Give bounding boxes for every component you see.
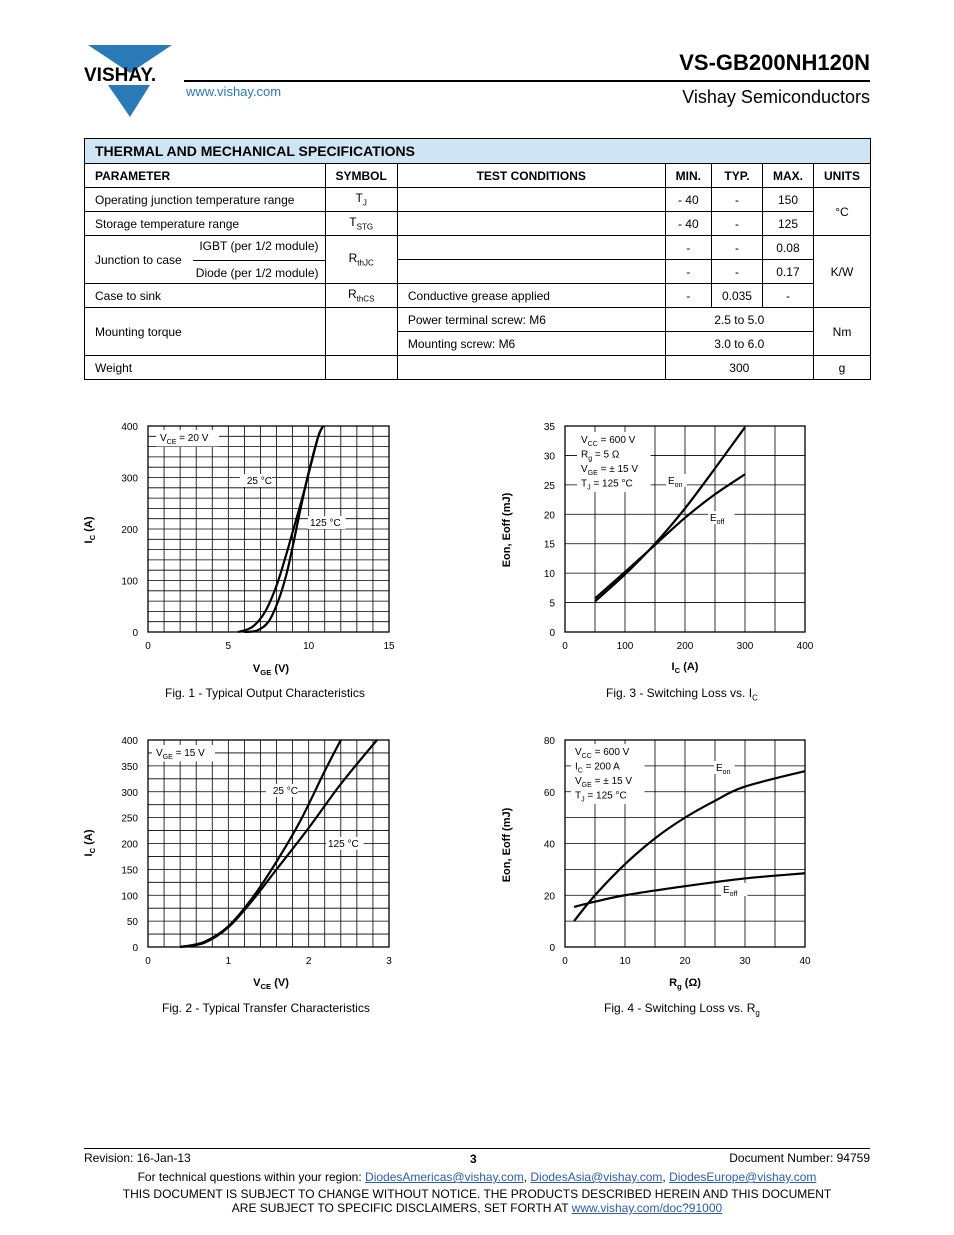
- email-europe-link[interactable]: DiodesEurope@vishay.com: [669, 1170, 817, 1184]
- y-tick-label: 300: [121, 473, 138, 485]
- conditions-box: [571, 744, 645, 804]
- fig2-caption: Fig. 2 - Typical Transfer Characteristics: [162, 1001, 370, 1015]
- y-tick-label: 35: [543, 422, 555, 433]
- revision: Revision: 16-Jan-13: [84, 1151, 191, 1165]
- y-tick-label: 60: [543, 787, 555, 799]
- fig1-caption: Fig. 1 - Typical Output Characteristics: [165, 686, 365, 700]
- x-tick-label: 40: [799, 956, 811, 967]
- series-label: [666, 474, 687, 489]
- max-cell: 125: [762, 212, 813, 236]
- y-tick-label: 200: [121, 839, 138, 851]
- series-label: [708, 511, 734, 526]
- y-tick-label: 20: [543, 891, 555, 903]
- max-cell: 0.08: [762, 236, 813, 260]
- col-header: MAX.: [762, 164, 813, 188]
- units-cell: °C: [813, 188, 870, 236]
- col-header: TEST CONDITIONS: [397, 164, 665, 188]
- x-axis-label: $V_{GE}$ (V): [252, 663, 290, 677]
- min-cell: -: [665, 260, 711, 284]
- company-name: Vishay Semiconductors: [682, 87, 870, 107]
- condition-text: $T_J = 125$ °C: [575, 790, 627, 804]
- typ-cell: -: [711, 212, 762, 236]
- series-label: [240, 474, 272, 487]
- fig3-caption: Fig. 3 - Switching Loss vs. $I_C$: [606, 686, 758, 703]
- param-label: Junction to case: [95, 252, 182, 267]
- y-tick-label: 150: [121, 865, 138, 877]
- series-label: [721, 883, 747, 898]
- chart-4: [501, 736, 811, 991]
- disclaimer-link[interactable]: www.vishay.com/doc?91000: [571, 1201, 723, 1215]
- x-tick-label: 100: [616, 641, 634, 652]
- series-label: [266, 784, 298, 797]
- units-cell: g: [813, 356, 870, 380]
- y-axis-label: Eon, Eoff (mJ): [501, 807, 513, 883]
- series-label: [326, 837, 364, 850]
- y-tick-label: 15: [543, 539, 555, 551]
- footer-rule: [84, 1148, 870, 1149]
- condition-text: $I_C = 200$ A: [575, 761, 620, 775]
- conditions-box: [152, 745, 215, 762]
- x-tick-label: 0: [145, 956, 151, 967]
- series-label-text: $E_{on}$: [716, 763, 731, 776]
- y-axis-label: $I_C$ (A): [83, 829, 97, 857]
- chart-1: [83, 422, 395, 677]
- y-tick-label: 0: [549, 628, 555, 639]
- fig4-caption: Fig. 4 - Switching Loss vs. $R_g$: [604, 1001, 760, 1018]
- test-cell: Conductive grease applied: [397, 284, 665, 308]
- y-tick-label: 0: [132, 628, 138, 639]
- y-tick-label: 0: [549, 943, 555, 954]
- condition-text: $R_g = 5$ Ω: [581, 449, 620, 463]
- x-tick-label: 3: [386, 956, 392, 967]
- series-label-text: $E_{off}$: [723, 885, 738, 898]
- series-label-text: $E_{off}$: [710, 513, 725, 526]
- min-cell: -: [665, 236, 711, 260]
- y-axis-label-group: [83, 829, 97, 856]
- series-line-2: [574, 873, 805, 907]
- x-tick-label: 20: [679, 956, 691, 967]
- symbol-cell: $R_{thJC}$: [325, 236, 397, 284]
- series-label: [714, 761, 735, 776]
- param-cell: Case to sink: [85, 284, 326, 308]
- x-axis-label: $V_{CE}$ (V): [253, 977, 289, 991]
- chart-3: [501, 422, 814, 675]
- value-cell: 2.5 to 5.0: [665, 308, 813, 332]
- contact-line: [0, 1170, 954, 1184]
- param-cell: Operating junction temperature range: [85, 188, 326, 212]
- y-tick-label: 250: [121, 813, 138, 825]
- x-axis-label: $R_g$ (Ω): [669, 977, 701, 991]
- condition-text: $T_J = 125$ °C: [581, 478, 633, 492]
- disclaimer-line-1: THIS DOCUMENT IS SUBJECT TO CHANGE WITHOUT NOTICE. THE PRODUCTS DESCRIBED HEREIN AND THIS DOCUMENT: [122, 1187, 832, 1201]
- series-label-text: 25 °C: [246, 476, 272, 487]
- y-tick-label: 200: [121, 525, 138, 536]
- condition-text: $V_{GE}$ = ± 15 V: [581, 464, 639, 477]
- table-title: THERMAL AND MECHANICAL SPECIFICATIONS: [85, 139, 871, 164]
- typ-cell: -: [711, 260, 762, 284]
- max-cell: -: [762, 284, 813, 308]
- max-cell: 150: [762, 188, 813, 212]
- value-cell: 300: [665, 356, 813, 380]
- x-tick-label: 10: [303, 641, 315, 652]
- col-header: UNITS: [813, 164, 870, 188]
- conditions-box: [577, 432, 651, 492]
- y-tick-label: 400: [121, 422, 138, 433]
- x-tick-label: 5: [225, 641, 232, 652]
- series-label: [308, 516, 346, 529]
- disclaimer-line-2: [0, 1201, 954, 1215]
- min-cell: - 40: [665, 212, 711, 236]
- units-cell: Nm: [813, 308, 870, 356]
- y-tick-label: 40: [543, 839, 555, 851]
- x-tick-label: 300: [736, 641, 754, 652]
- condition-text: $V_{GE} = 15$ V: [156, 748, 205, 761]
- page-number: 3: [470, 1152, 477, 1166]
- x-tick-label: 15: [383, 641, 395, 652]
- chart-2: [83, 736, 392, 991]
- contact-prefix: For technical questions within your region:: [137, 1170, 366, 1184]
- param-cell: Weight: [85, 356, 326, 380]
- condition-text: $V_{GE}$ = ± 15 V: [575, 776, 633, 789]
- series-label-text: $E_{on}$: [668, 476, 683, 489]
- x-tick-label: 200: [676, 641, 694, 652]
- param-cell: Mounting torque: [85, 308, 326, 356]
- part-number: VS-GB200NH120N: [679, 50, 870, 75]
- disclaimer-prefix: ARE SUBJECT TO SPECIFIC DISCLAIMERS, SET FORTH AT: [231, 1201, 572, 1215]
- separator: ,: [523, 1170, 531, 1184]
- param-sub-diode: Diode (per 1/2 module): [195, 266, 319, 280]
- param-sub-igbt: IGBT (per 1/2 module): [199, 239, 319, 253]
- min-cell: - 40: [665, 188, 711, 212]
- symbol-cell: $T_{STG}$: [325, 212, 397, 236]
- x-tick-label: 0: [562, 641, 568, 652]
- x-axis-label: $I_C$ (A): [671, 661, 699, 675]
- col-header: TYP.: [711, 164, 762, 188]
- y-axis-label-group: [83, 516, 97, 543]
- y-tick-label: 10: [543, 569, 555, 581]
- x-tick-label: 10: [619, 956, 631, 967]
- max-cell: 0.17: [762, 260, 813, 284]
- x-tick-label: 400: [796, 641, 814, 652]
- y-axis-label-group: [501, 807, 513, 882]
- x-tick-label: 0: [145, 641, 151, 652]
- separator: ,: [662, 1170, 670, 1184]
- y-tick-label: 5: [549, 598, 555, 610]
- typ-cell: -: [711, 236, 762, 260]
- email-americas-link[interactable]: DiodesAmericas@vishay.com: [365, 1170, 524, 1184]
- x-tick-label: 30: [739, 956, 751, 967]
- series-label-text: 125 °C: [310, 518, 341, 529]
- y-tick-label: 400: [121, 736, 138, 747]
- conditions-box: [156, 430, 219, 447]
- y-axis-label: Eon, Eoff (mJ): [501, 492, 513, 568]
- y-tick-label: 80: [543, 736, 555, 747]
- y-tick-label: 300: [121, 787, 138, 799]
- y-tick-label: 25: [543, 480, 555, 492]
- y-tick-label: 100: [121, 576, 138, 588]
- logo-text: VISHAY.: [84, 65, 157, 86]
- condition-text: $V_{CC} = 600$ V: [581, 435, 636, 448]
- email-asia-link[interactable]: DiodesAsia@vishay.com: [530, 1170, 663, 1184]
- symbol-cell: $R_{thCS}$: [325, 284, 397, 308]
- x-tick-label: 0: [562, 956, 568, 967]
- typ-cell: -: [711, 188, 762, 212]
- col-header: MIN.: [665, 164, 711, 188]
- col-header: SYMBOL: [325, 164, 397, 188]
- y-tick-label: 0: [132, 943, 138, 954]
- y-tick-label: 20: [543, 510, 555, 522]
- series-label-text: 25 °C: [272, 786, 298, 797]
- x-tick-label: 1: [225, 956, 232, 967]
- series-label-text: 125 °C: [328, 839, 359, 850]
- typ-cell: 0.035: [711, 284, 762, 308]
- min-cell: -: [665, 284, 711, 308]
- y-axis-label: $I_C$ (A): [83, 516, 97, 544]
- y-axis-label-group: [501, 492, 513, 567]
- test-cell: Mounting screw: M6: [397, 332, 665, 356]
- document-number: Document Number: 94759: [729, 1151, 870, 1165]
- condition-text: $V_{CC} = 600$ V: [575, 747, 630, 760]
- y-tick-label: 30: [543, 451, 555, 463]
- series-line-2: [595, 474, 745, 598]
- y-tick-label: 350: [121, 761, 138, 773]
- units-cell: K/W: [813, 236, 870, 308]
- website-link[interactable]: www.vishay.com: [186, 84, 282, 99]
- y-tick-label: 100: [121, 891, 138, 903]
- col-header: PARAMETER: [85, 164, 326, 188]
- param-cell: Storage temperature range: [85, 212, 326, 236]
- y-tick-label: 50: [126, 917, 138, 929]
- condition-text: $V_{CE} = 20$ V: [160, 433, 209, 446]
- x-tick-label: 2: [305, 956, 312, 967]
- symbol-cell: $T_J$: [325, 188, 397, 212]
- value-cell: 3.0 to 6.0: [665, 332, 813, 356]
- test-cell: Power terminal screw: M6: [397, 308, 665, 332]
